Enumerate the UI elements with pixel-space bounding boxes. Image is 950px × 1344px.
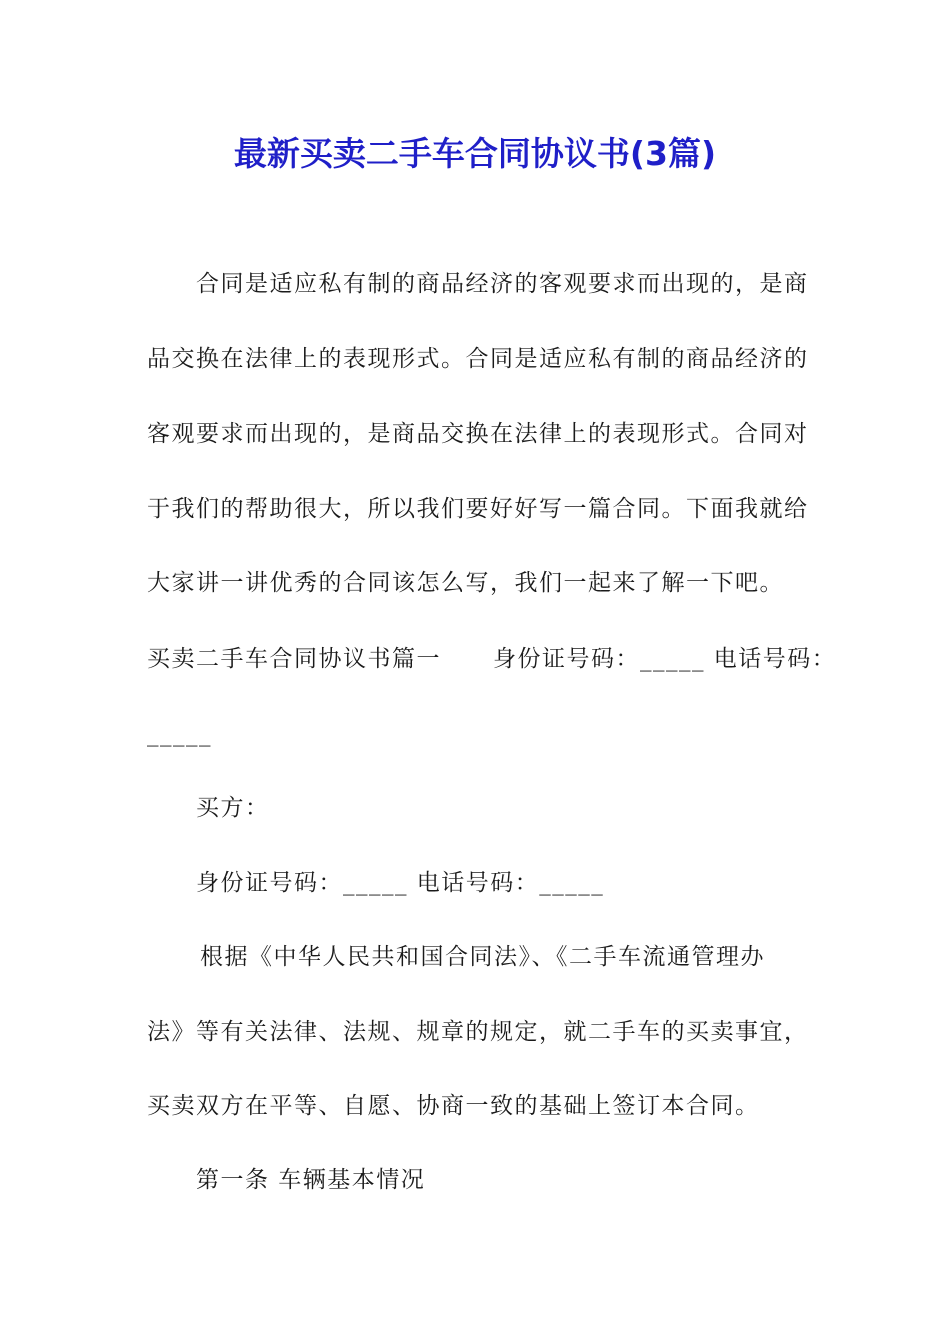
article-1-heading: 第一条 车辆基本情况: [196, 1167, 426, 1193]
intro-line-5: 大家讲一讲优秀的合同该怎么写，我们一起来了解一下吧。: [147, 570, 784, 596]
document-title: 最新买卖二手车合同协议书(3篇): [233, 134, 717, 173]
intro-line-3: 客观要求而出现的，是商品交换在法律上的表现形式。合同对: [147, 421, 809, 447]
intro-line-1: 合同是适应私有制的商品经济的客观要求而出现的，是商: [196, 271, 809, 297]
basis-line-2: 法》等有关法律、法规、规章的规定，就二手车的买卖事宜，: [147, 1019, 809, 1045]
section-heading-line: [147, 643, 836, 675]
seller-phone-blank: _____: [147, 721, 212, 747]
basis-line-3: 买卖双方在平等、自愿、协商一致的基础上签订本合同。: [147, 1093, 760, 1119]
intro-line-2: 品交换在法律上的表现形式。合同是适应私有制的商品经济的: [147, 346, 809, 372]
buyer-id-phone: 身份证号码：_____ 电话号码：_____: [196, 870, 605, 896]
seller-id-phone: 身份证号码：_____ 电话号码：: [493, 646, 837, 672]
intro-line-4: 于我们的帮助很大，所以我们要好好写一篇合同。下面我就给: [147, 496, 809, 522]
basis-line-1: 根据《中华人民共和国合同法》、《二手车流通管理办: [200, 944, 765, 970]
buyer-label: 买方：: [196, 795, 270, 821]
section-heading: 买卖二手车合同协议书篇一: [147, 646, 441, 672]
